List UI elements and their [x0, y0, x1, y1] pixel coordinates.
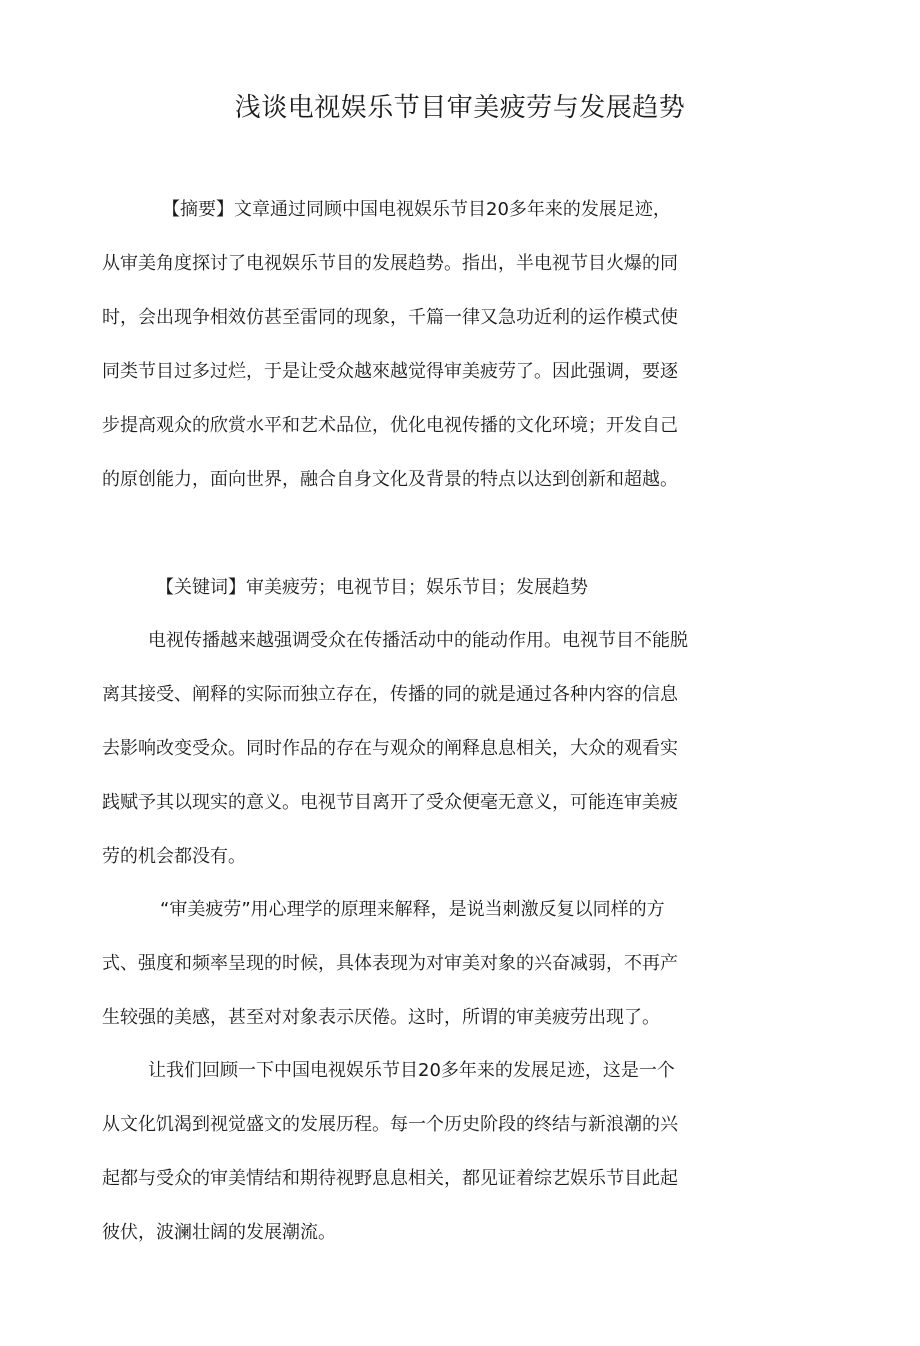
- paragraph-line: 让我们回顾一下中国电视娱乐节目20多年来的发展足迹，这是一个: [148, 1060, 675, 1081]
- paragraph-line: 式、强度和频率呈现的时候，具体表现为对审美对象的兴奋减弱，不再产: [102, 953, 678, 974]
- document-title: 浅谈电视娱乐节目审美疲劳与发展趋势: [234, 93, 686, 123]
- paragraph-line: 去影响改变受众。同时作品的存在与观众的阐释息息相关，大众的观看实: [102, 738, 678, 759]
- abstract-line: 时，会出现争相效仿甚至雷同的现象，千篇一律又急功近利的运作模式使: [102, 307, 678, 328]
- paragraph-line: 电视传播越来越强调受众在传播活动中的能动作用。电视节目不能脱: [148, 630, 688, 651]
- abstract-line: 从审美角度探讨了电视娱乐节目的发展趋势。指出，半电视节目火爆的同: [102, 253, 678, 274]
- keywords-line: 【关键词】审美疲劳；电视节目；娱乐节目；发展趋势: [156, 577, 588, 598]
- paragraph-line: 离其接受、阐释的实际而独立存在，传播的同的就是通过各种内容的信息: [102, 684, 678, 705]
- abstract-line: 的原创能力，面向世界，融合自身文化及背景的特点以达到创新和超越。: [102, 469, 678, 490]
- paragraph-line: 劳的机会都没有。: [102, 846, 246, 867]
- paragraph-line: 彼伏，波澜壮阔的发展潮流。: [102, 1222, 336, 1243]
- paragraph-line: 生较强的美感，甚至对对象表示厌倦。这时，所谓的审美疲劳出现了。: [102, 1007, 660, 1028]
- paragraph-line: 从文化饥渴到视觉盛文的发展历程。每一个历史阶段的终结与新浪潮的兴: [102, 1114, 678, 1135]
- paragraph-line: 起都与受众的审美情结和期待视野息息相关，都见证着综艺娱乐节目此起: [102, 1168, 678, 1189]
- paragraph-line: “审美疲劳”用心理学的原理来解释，是说当刺激反复以同样的方: [160, 899, 665, 920]
- abstract-line: 步提高观众的欣赏水平和艺术品位，优化电视传播的文化环境；开发自己: [102, 415, 678, 436]
- abstract-line: 同类节目过多过烂，于是让受众越來越觉得审美疲劳了。因此强调，要逐: [102, 361, 678, 382]
- paragraph-line: 践赋予其以现实的意义。电视节目离开了受众便毫无意义，可能连审美疲: [102, 792, 678, 813]
- abstract-line: 【摘要】文章通过同顾中国电视娱乐节目20多年来的发展足迹，: [162, 199, 671, 220]
